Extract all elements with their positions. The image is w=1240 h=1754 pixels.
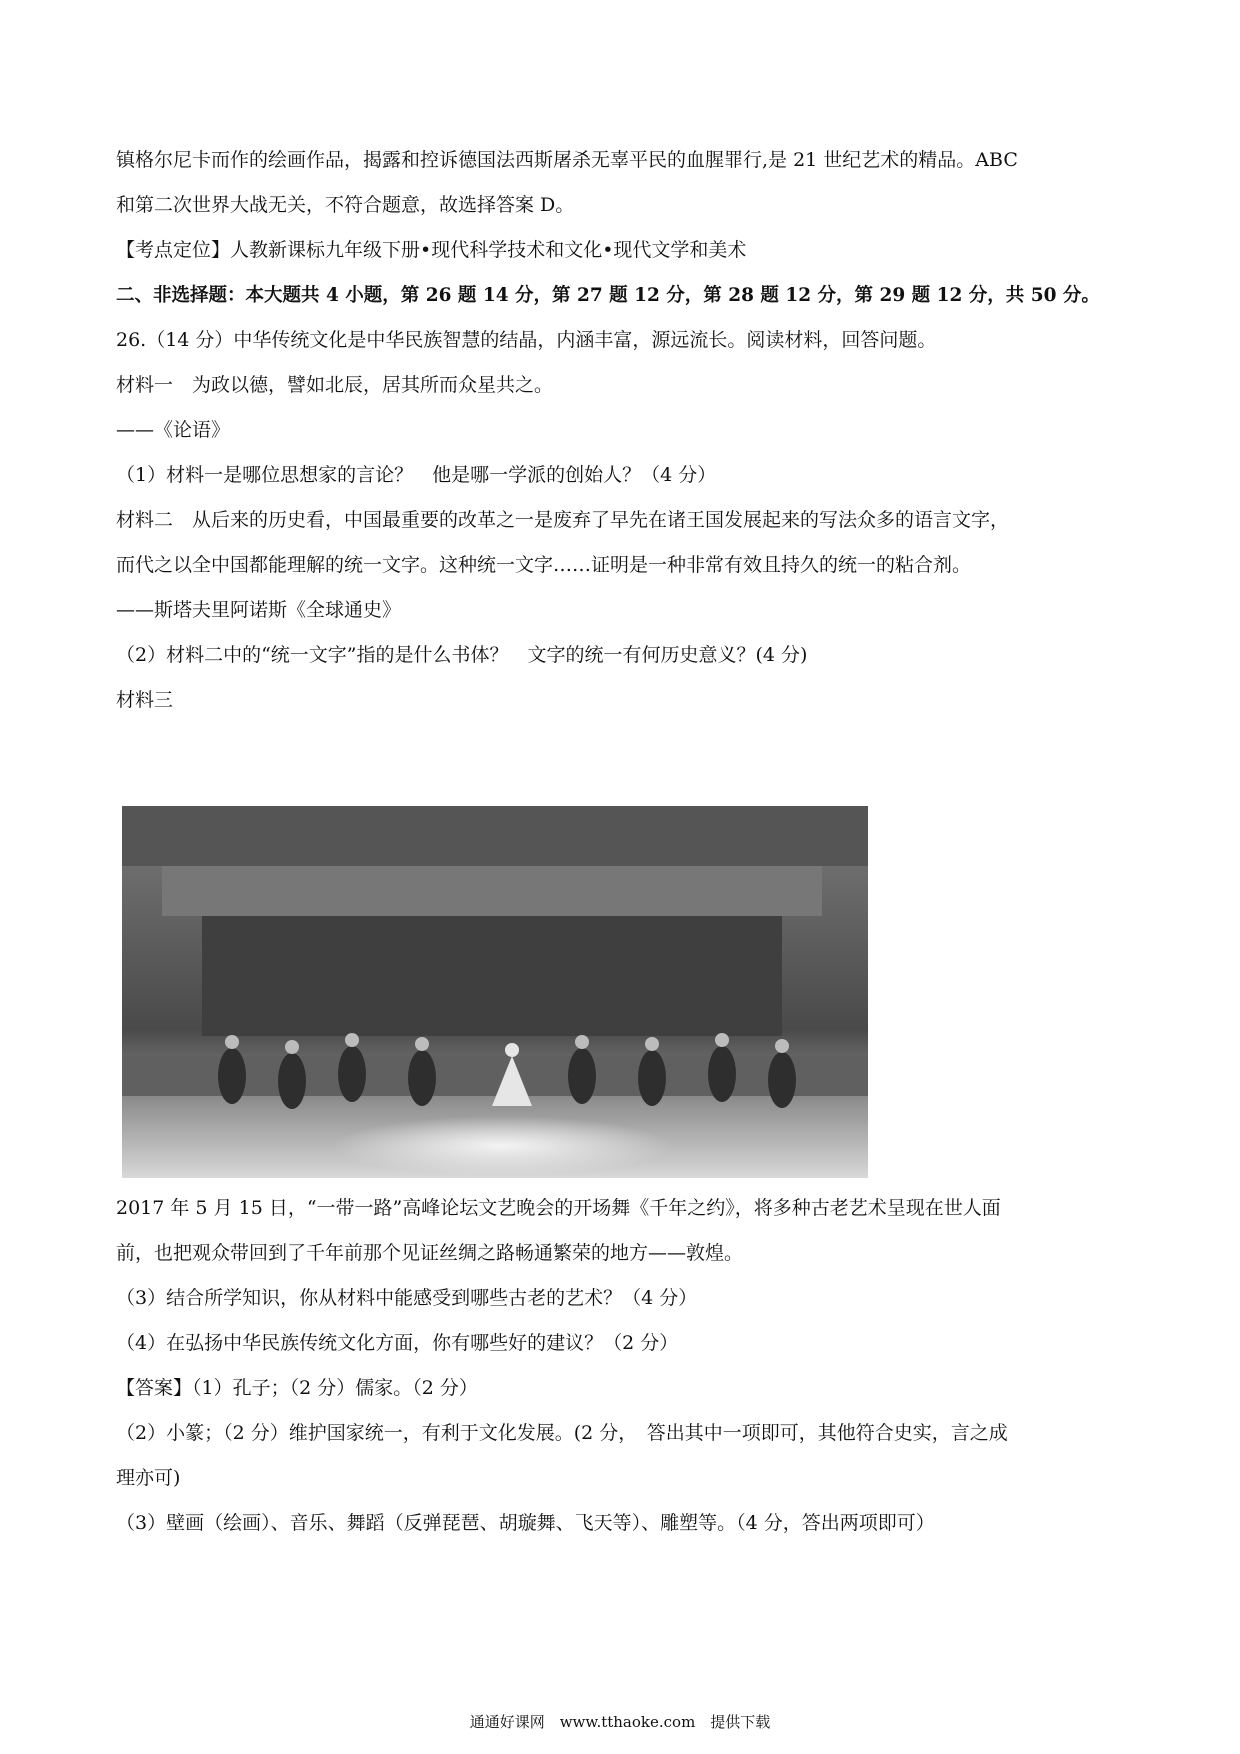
question-2: （2）材料二中的“统一文字”指的是什么书体？ 文字的统一有何历史意义？(4 分) — [116, 644, 808, 666]
material-one: 材料一 为政以德，譬如北辰，居其所而众星共之。 — [116, 374, 554, 396]
answer-2: （2）小篆；（2 分）维护国家统一，有利于文化发展。(2 分， 答出其中一项即可，其他符合史实，言之成 — [116, 1422, 1008, 1444]
answer-2-cont: 理亦可) — [116, 1467, 181, 1489]
answer-3: （3）壁画（绘画）、音乐、舞蹈（反弹琵琶、胡璇舞、飞天等）、雕塑等。（4 分，答出两项即可） — [116, 1512, 935, 1534]
question-1: （1）材料一是哪位思想家的言论？ 他是哪一学派的创始人？（4 分） — [116, 464, 717, 486]
material-source: ——斯塔夫里阿诺斯《全球通史》 — [116, 599, 402, 621]
material-two-cont: 而代之以全中国都能理解的统一文字。这种统一文字……证明是一种非常有效且持久的统一的粘合剂。 — [116, 554, 972, 576]
question-4: （4）在弘扬中华民族传统文化方面，你有哪些好的建议？（2 分） — [116, 1332, 679, 1354]
material-three-text: 前，也把观众带回到了千年前那个见证丝绸之路畅通繁荣的地方——敦煌。 — [116, 1242, 744, 1264]
question-intro: 26.（14 分）中华传统文化是中华民族智慧的结晶，内涵丰富，源远流长。阅读材料，回答问题。 — [116, 329, 937, 351]
text-line: 【考点定位】人教新课标九年级下册•现代科学技术和文化•现代文学和美术 — [116, 239, 747, 261]
document-body-lower — [116, 1196, 1126, 1536]
section-heading: 二、非选择题：本大题共 4 小题，第 26 题 14 分，第 27 题 12 分，第 28 题 12 分，第 29 题 12 分，共 50 分。 — [116, 285, 1100, 306]
material-three-text: 2017 年 5 月 15 日，“一带一路”高峰论坛文艺晚会的开场舞《千年之约》，将多种古老艺术呈现在世人面 — [116, 1197, 1001, 1219]
question-3: （3）结合所学知识，你从材料中能感受到哪些古老的艺术？（4 分） — [116, 1287, 698, 1309]
dance-performance-photo — [122, 806, 868, 1178]
answer-1: 【答案】（1）孔子；（2 分）儒家。（2 分） — [116, 1377, 478, 1399]
material-two: 材料二 从后来的历史看，中国最重要的改革之一是废弃了早先在诸王国发展起来的写法众多的语言文字， — [116, 509, 1010, 531]
text-line: 和第二次世界大战无关，不符合题意，故选择答案 D。 — [116, 194, 575, 216]
page-footer: 通通好课网 www.tthaoke.com 提供下载 — [469, 1713, 771, 1731]
text-line: 镇格尔尼卡而作的绘画作品，揭露和控诉德国法西斯屠杀无辜平民的血腥罪行,是 21 世纪艺术的精品。ABC — [116, 149, 1018, 171]
material-source: ——《论语》 — [116, 419, 231, 441]
material-three-label: 材料三 — [116, 689, 174, 711]
document-body — [116, 148, 1126, 713]
